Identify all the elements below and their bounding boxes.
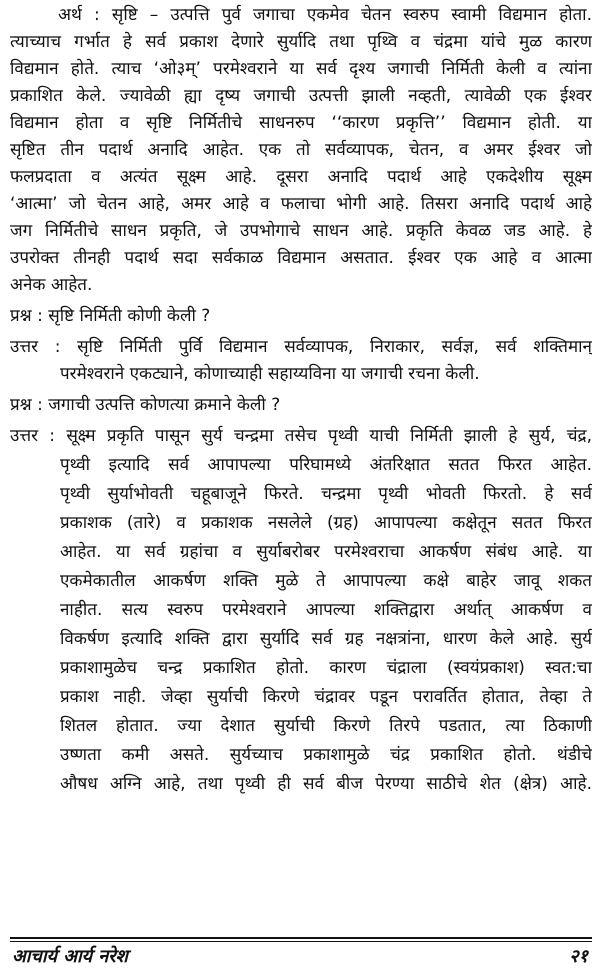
footer-page-number: २१ (569, 946, 588, 967)
question-line: प्रश्न : जगाची उत्पत्ति कोणत्या क्रमाने केली ? (10, 395, 281, 415)
footer-rule (10, 937, 592, 939)
body-line: अनेक आहेत. (10, 275, 93, 295)
body-line: उपरोक्त तीनही पदार्थ सदा सर्वकाळ विद्यमान असतात. ईश्वर एक आहे व आत्मा (10, 248, 592, 268)
footer-rule-thin (10, 941, 592, 942)
answer-line: आहेत. या सर्व ग्रहांचा व सुर्याबरोबर परमेश्वराचा आकर्षण संबंध आहे. या (60, 542, 592, 562)
body-line: त्याच्याच गर्भात हे सर्व प्रकाश देणारे सुर्यादि तथा पृथ्वि व चंद्रमा यांचे मुळ कारण (10, 32, 592, 52)
footer-author: आचार्य आर्य नरेश (12, 946, 128, 967)
answer-line: एकमेकातील आकर्षण शक्ति मुळे ते आपापल्या कक्षे बाहेर जावू शकत (60, 571, 592, 591)
body-line: विद्यमान होते. त्याच ‘ओ३म्’ परमेश्वराने या सर्व दृश्य जगाची निर्मिती केली व त्यांना (10, 59, 592, 79)
body-line: ‘आत्मा’ जो चेतन आहे, अमर आहे व फलाचा भोगी आहे. तिसरा अनादि पदार्थ आहे (10, 194, 592, 214)
answer-line: पृथ्वी इत्यादि सर्व आपापल्या परिघामध्ये अंतरिक्षात सतत फिरत आहेत. (60, 455, 592, 475)
answer-line: नाहीत. सत्य स्वरुप परमेश्वराने आपल्या शक्तिद्वारा अर्थात् आकर्षण व (60, 600, 592, 620)
answer-line: उत्तर : सूक्ष्म प्रकृति पासून सुर्य चन्द्रमा तसेच पृथ्वी याची निर्मिती झाली हे सुर्य, चंद्र, (10, 426, 592, 446)
body-line: अर्थ : सृष्टि – उत्पत्ति पुर्व जगाचा एकमेव चेतन स्वरुप स्वामी विद्यमान होता. (58, 5, 592, 25)
question-line: प्रश्न : सृष्टि निर्मिती कोणी केली ? (10, 306, 211, 326)
answer-line: प्रकाशामुळेच चन्द्र प्रकाशित होतो. कारण चंद्राला (स्वयंप्रकाश) स्वत:चा (60, 658, 592, 678)
answer-line: औषध अग्नि आहे, तथा पृथ्वी ही सर्व बीज पेरण्या साठीचे शेत (क्षेत्र) आहे. (60, 774, 592, 794)
body-line: प्रकाशित केले. ज्यावेळी ह्या दृष्य जगाची उत्पत्ती झाली नव्हती, त्यावेळी एक ईश्वर (10, 86, 592, 106)
answer-line: शितल होतात. ज्या देशात सुर्याची किरणे तिरपे पडतात, त्या ठिकाणी (60, 716, 592, 736)
answer-line: पृथ्वी सुर्याभोवती चहूबाजूने फिरते. चन्द्रमा पृथ्वी भोवती फिरतो. हे सर्व (60, 484, 592, 504)
body-line: सृष्टित तीन पदार्थ अनादि आहेत. एक तो सर्वव्यापक, चेतन, व अमर ईश्वर जो (10, 140, 592, 160)
answer-line: उत्तर : सृष्टि निर्मिती पुर्वि विद्यमान सर्वव्यापक, निराकार, सर्वज्ञ, सर्व शक्तिमान् (10, 337, 592, 357)
answer-line: उष्णता कमी असते. सुर्यच्याच प्रकाशामुळे चंद्र प्रकाशित होतो. थंडीचे (60, 745, 592, 765)
answer-line: विकर्षण इत्यादि शक्ति द्वारा सुर्यादि सर्व ग्रह नक्षत्रांना, धारण केले आहे. सुर्य (60, 629, 592, 649)
answer-line: परमेश्वराने एकट्याने, कोणाच्याही सहाय्यविना या जगाची रचना केली. (60, 364, 480, 384)
body-line: जग निर्मितीचे साधन प्रकृति, जे उपभोगाचे साधन आहे. प्रकृति केवळ जड आहे. हे (10, 221, 592, 241)
answer-line: प्रकाशक (तारे) व प्रकाशक नसलेले (ग्रह) आपापल्या कक्षेतून सतत फिरत (60, 513, 592, 533)
answer-line: प्रकाश नाही. जेव्हा सुर्याची किरणे चंद्रावर पडून परावर्तित होतात, तेव्हा ते (60, 687, 592, 707)
body-line: फलप्रदाता व अत्यंत सूक्ष्म आहे. दूसरा अनादि पदार्थ आहे एकदेशीय सूक्ष्म (10, 167, 592, 187)
body-line: विद्यमान होता व सृष्टि निर्मितीचे साधनरुप ‘‘कारण प्रकृत्ति’’ विद्यमान होती. या (10, 113, 592, 133)
